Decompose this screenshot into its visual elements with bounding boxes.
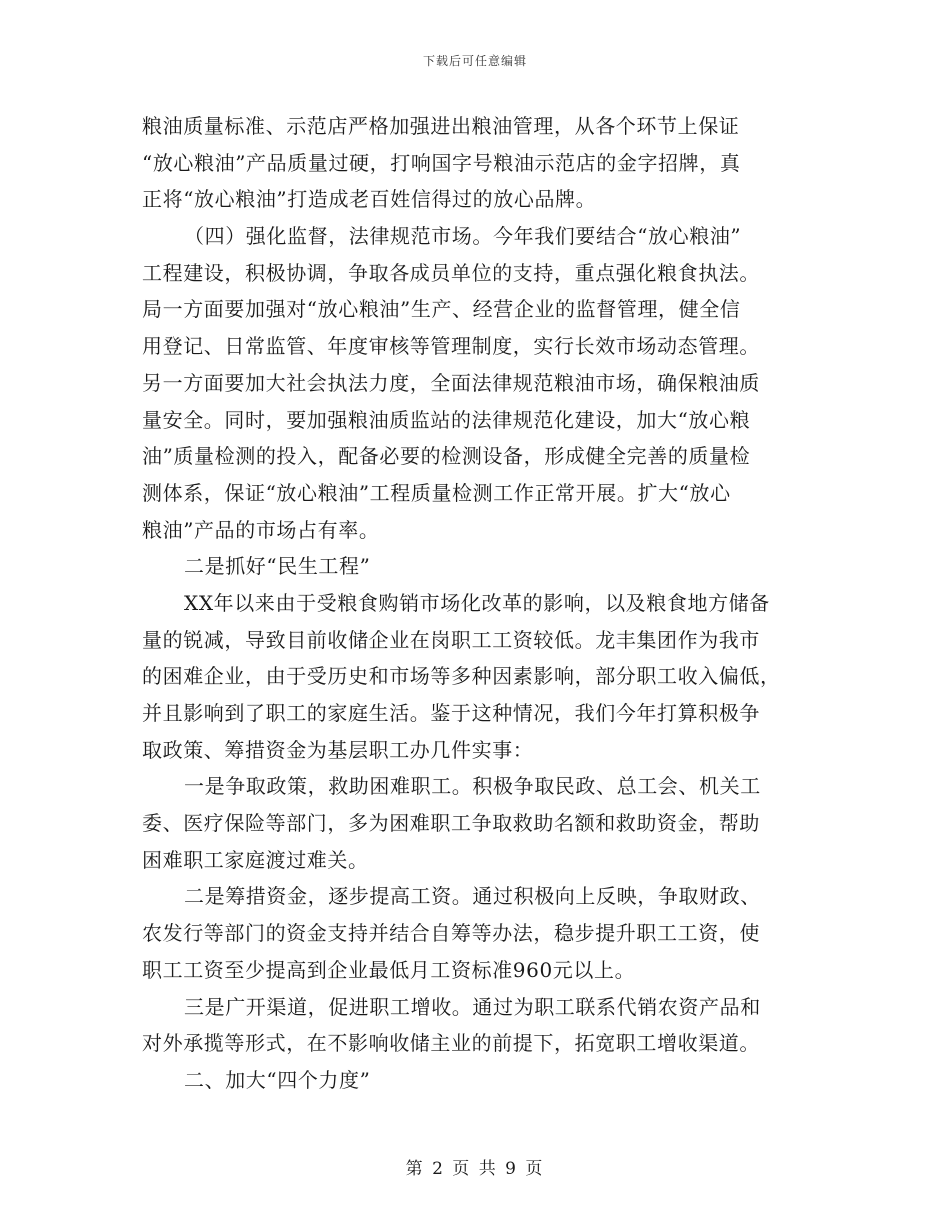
- text-line: 三是广开渠道，促进职工增收。通过为职工联系代销农资产品和: [184, 994, 761, 1019]
- text-line: 量安全。同时，要加强粮油质监站的法律规范化建设，加大“放心粮: [142, 407, 751, 432]
- text-line: 量的锐减，导致目前收储企业在岗职工工资较低。龙丰集团作为我市: [142, 627, 760, 652]
- text-line: 一是争取政策，救助困难职工。积极争取民政、总工会、机关工: [184, 774, 761, 799]
- text-line: 二是筹措资金，逐步提高工资。通过积极向上反映，争取财政、: [184, 884, 761, 909]
- text-line: 二是抓好“民生工程”: [184, 554, 371, 579]
- text-line: 二、加大“四个力度”: [184, 1067, 371, 1092]
- text-line: 用登记、日常监管、年度审核等管理制度，实行长效市场动态管理。: [142, 334, 760, 359]
- text-line: 粮油质量标准、示范店严格加强进出粮油管理，从各个环节上保证: [142, 114, 740, 138]
- text-line: 油”质量检测的投入，配备必要的检测设备，形成健全完善的质量检: [142, 444, 751, 469]
- text-line: 并且影响到了职工的家庭生活。鉴于这种情况，我们今年打算积极争: [142, 701, 760, 725]
- text-line: 的困难企业，由于受历史和市场等多种因素影响，部分职工收入偏低，: [142, 664, 781, 689]
- text-line: 对外承揽等形式，在不影响收储主业的前提下，拓宽职工增收渠道。: [142, 1031, 760, 1056]
- page-footer: 第 2 页 共 9 页: [405, 1159, 545, 1179]
- text-line: 粮油”产品的市场占有率。: [142, 517, 380, 542]
- text-line: 农发行等部门的资金支持并结合自筹等办法，稳步提升职工工资，使: [142, 921, 760, 946]
- text-line: 测体系，保证“放心粮油”工程质量检测工作正常开展。扩大“放心: [142, 480, 731, 505]
- text-line: 局一方面要加强对“放心粮油”生产、经营企业的监督管理，健全信: [142, 297, 741, 322]
- text-line: XX年以来由于受粮食购销市场化改革的影响，以及粮食地方储备: [184, 590, 770, 615]
- text-line: 困难职工家庭渡过难关。: [142, 847, 369, 872]
- text-line: 另一方面要加大社会执法力度，全面法律规范粮油市场，确保粮油质: [142, 370, 760, 395]
- document-body: [142, 108, 802, 1099]
- text-line: “放心粮油”产品质量过硬，打响国字号粮油示范店的金字招牌，真: [142, 150, 741, 175]
- text-line: （四）强化监督，法律规范市场。今年我们要结合“放心粮油”: [184, 224, 742, 249]
- text-line: 委、医疗保险等部门，多为困难职工争取救助名额和救助资金，帮助: [142, 811, 760, 836]
- text-line: 职工工资至少提高到企业最低月工资标准960元以上。: [142, 957, 636, 982]
- text-line: 取政策、筹措资金为基层职工办几件实事：: [142, 737, 534, 762]
- text-line: 正将“放心粮油”打造成老百姓信得过的放心品牌。: [142, 187, 597, 212]
- page-header: 下载后可任意编辑: [422, 54, 527, 68]
- text-line: 工程建设，积极协调，争取各成员单位的支持，重点强化粮食执法。: [142, 260, 760, 285]
